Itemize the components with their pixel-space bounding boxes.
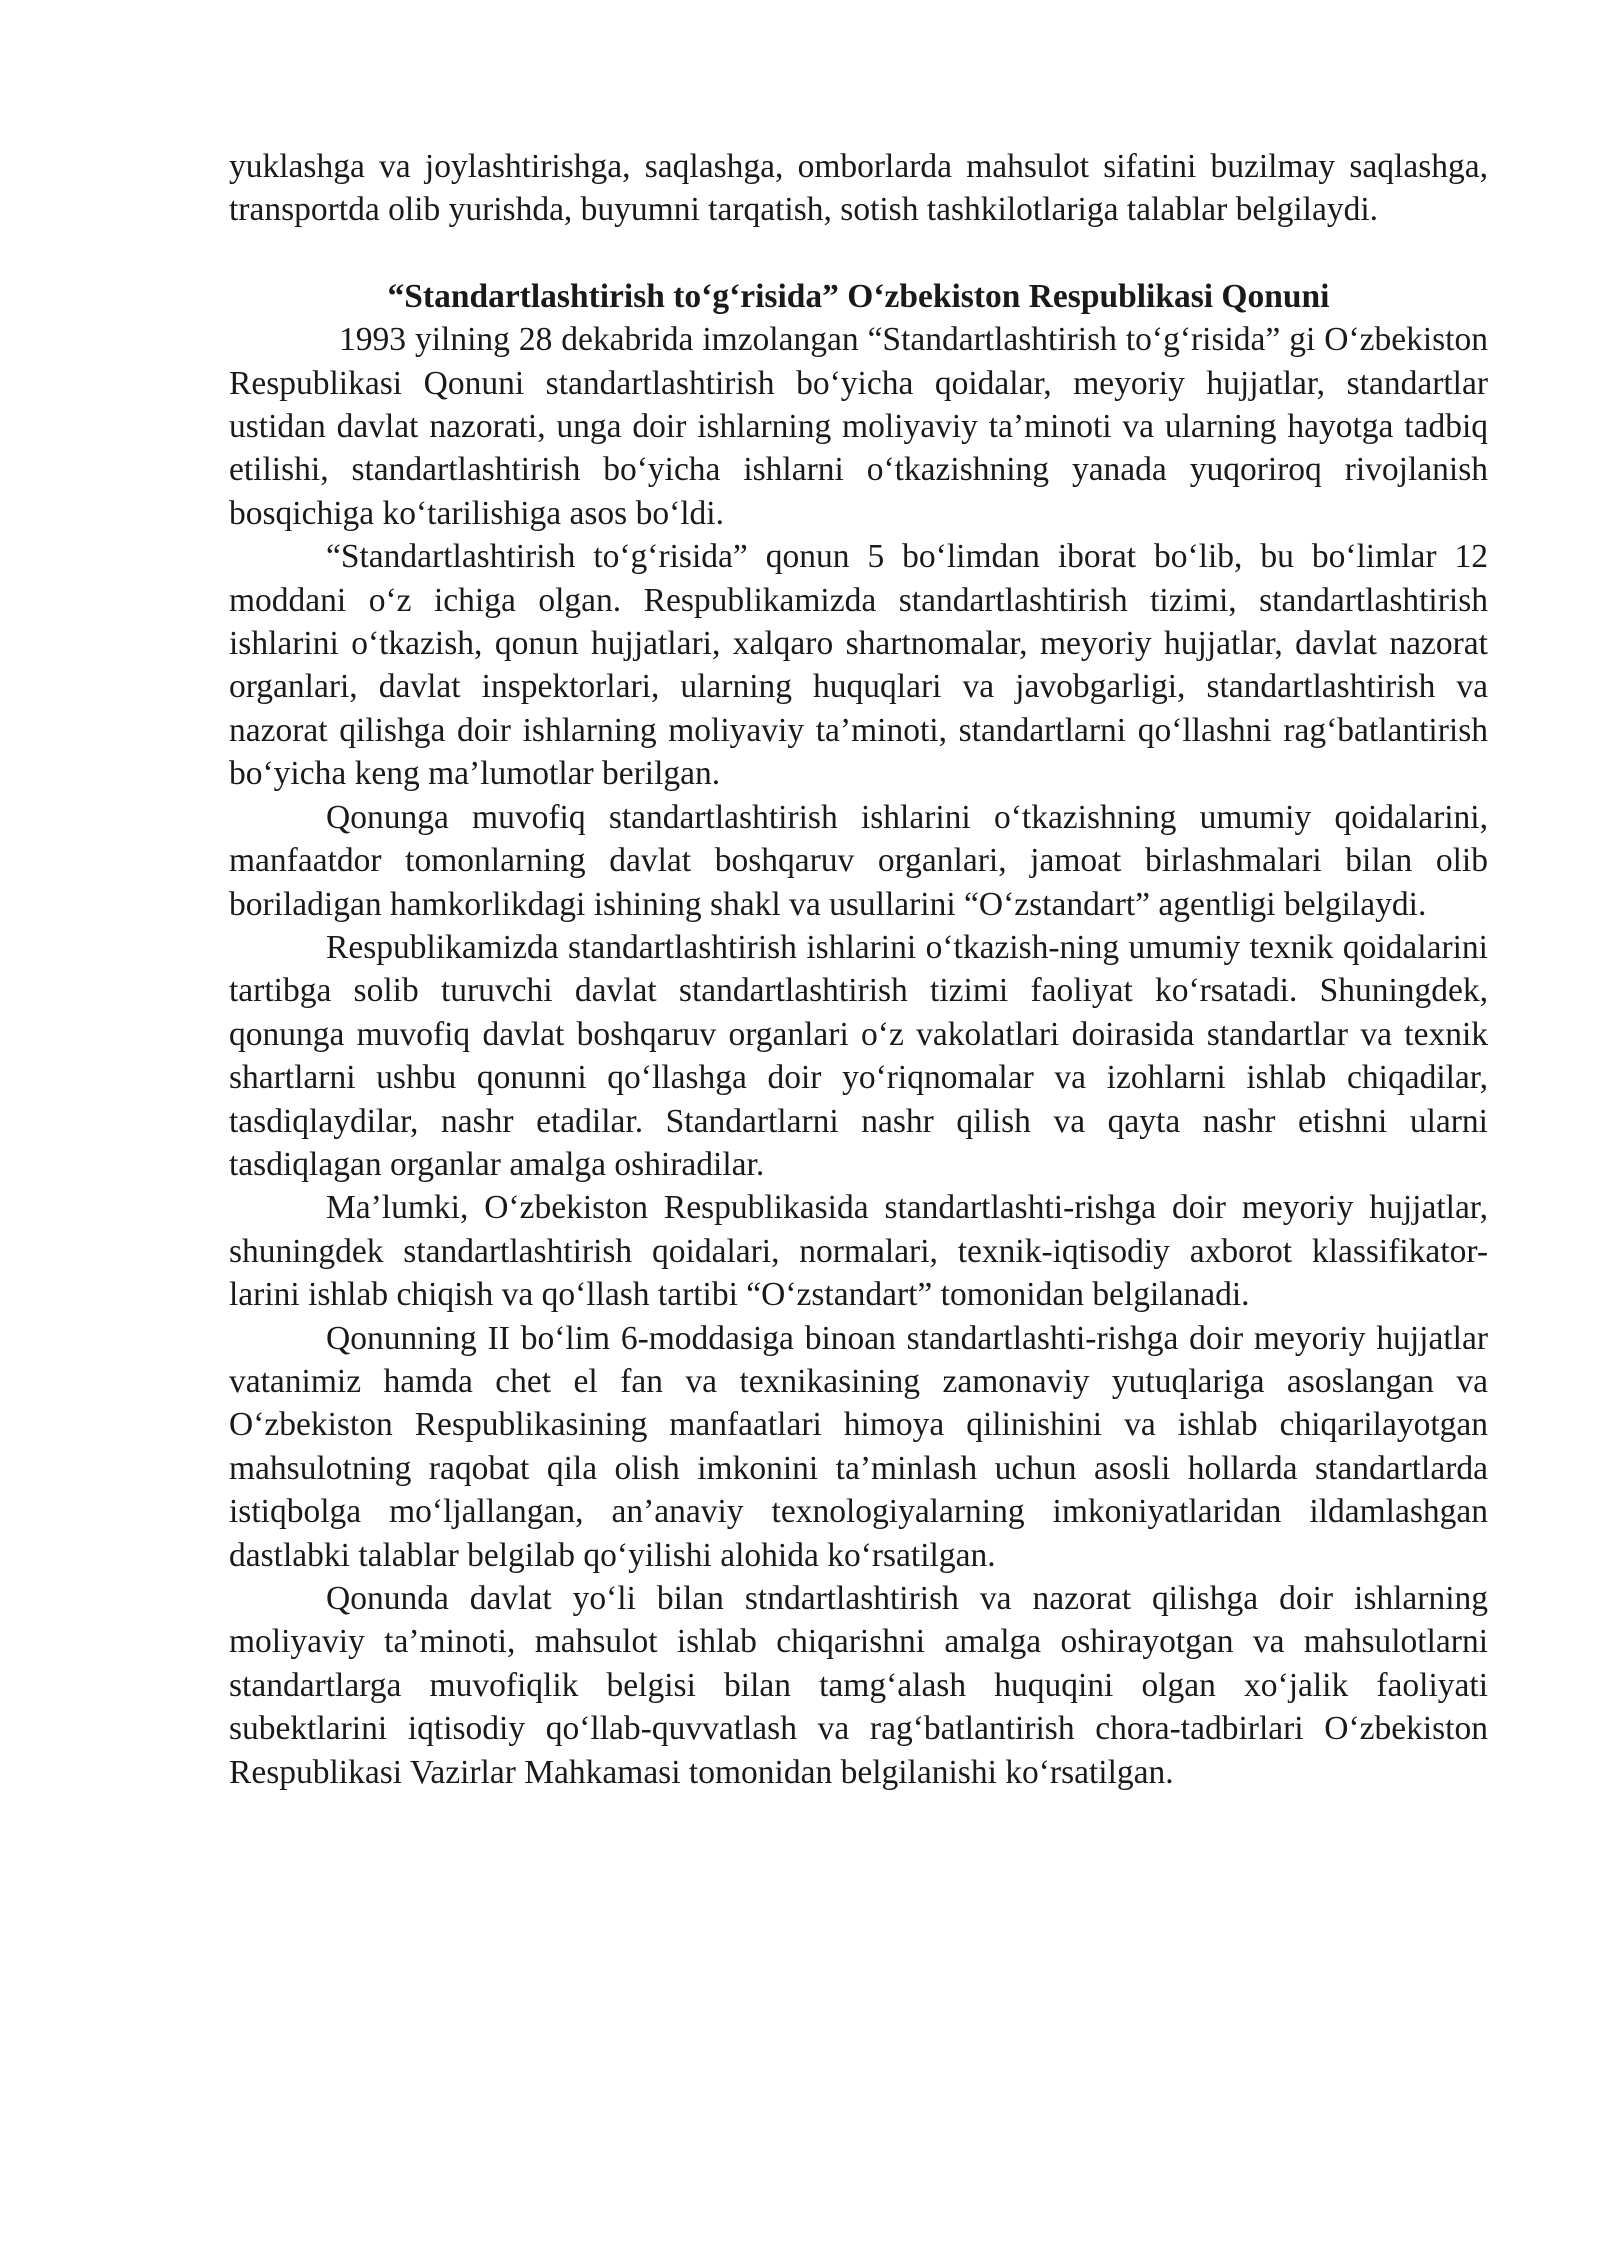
body-paragraph-7: Qonunda davlat yo‘li bilan stndartlashtirish va nazorat qilishga doir ishlarning moliyaviy ta’minoti, mahsulot ishlab chiqarishni amalga oshirayotgan va mahsulotlarni standartlarga muvofiqlik belgisi bilan tamg‘alash huquqini olgan xo‘jalik faoliyati subektlarini iqtisodiy qo‘llab-quvvatlash va rag‘batlantirish chora-tadbirlari O‘zbekiston Respublikasi Vazirlar Mahkamasi tomonidan belgilanishi ko‘rsatilgan. xyxy=(229,1580,1488,1791)
section-heading: “Standartlashtirish to‘g‘risida” O‘zbekiston Respublikasi Qonuni xyxy=(387,277,1330,315)
intro-paragraph: yuklashga va joylashtirishga, saqlashga, omborlarda mahsulot sifatini buzilmay saqlashga, transportda olib yurishda, buyumni tarqatish, sotish tashkilotlariga talablar belgilaydi. xyxy=(229,148,1488,229)
document-page xyxy=(229,145,1488,1794)
body-paragraph-4: Respublikamizda standartlashtirish ishlarini o‘tkazish-ning umumiy texnik qoidalarini tartibga solib turuvchi davlat standartlashtirish tizimi faoliyat ko‘rsatadi. Shuningdek, qonunga muvofiq davlat boshqaruv organlari o‘z vakolatlari doirasida standartlar va texnik shartlarni ushbu qonunni qo‘llashga doir yo‘riqnomalar va izohlarni ishlab chiqadilar, tasdiqlaydilar, nashr etadilar. Standartlarni nashr qilish va qayta nashr etishni ularni tasdiqlagan organlar amalga oshiradilar. xyxy=(229,928,1488,1183)
body-paragraph-3: Qonunga muvofiq standartlashtirish ishlarini o‘tkazishning umumiy qoidalarini, manfaatdor tomonlarning davlat boshqaruv organlari, jamoat birlashmalari bilan olib boriladigan hamkorlikdagi ishining shakl va usullarini “O‘zstandart” agentligi belgilaydi. xyxy=(229,798,1488,923)
body-paragraph-1: 1993 yilning 28 dekabrida imzolangan “Standartlashtirish to‘g‘risida” gi O‘zbekiston Respublikasi Qonuni standartlashtirish bo‘yicha qoidalar, meyoriy hujjatlar, standartlar ustidan davlat nazorati, unga doir ishlarning moliyaviy ta’minoti va ularning hayotga tadbiq etilishi, standartlashtirish bo‘yicha ishlarni o‘tkazishning yanada yuqoriroq rivojlanish bosqichiga ko‘tarilishiga asos bo‘ldi. xyxy=(229,321,1488,532)
body-paragraph-6: Qonunning II bo‘lim 6-moddasiga binoan standartlashti-rishga doir meyoriy hujjatlar vatanimiz hamda chet el fan va texnikasining zamonaviy yutuqlariga asoslangan va O‘zbekiston Respublikasining manfaatlari himoya qilinishini va ishlab chiqarilayotgan mahsulotning raqobat qila olish imkonini ta’minlash uchun asosli hollarda standartlarda istiqbolga mo‘ljallangan, an’anaviy texnologiyalarning imkoniyatlaridan ildamlashgan dastlabki talablar belgilab qo‘yilishi alohida ko‘rsatilgan. xyxy=(229,1319,1488,1574)
body-paragraph-2: “Standartlashtirish to‘g‘risida” qonun 5 bo‘limdan iborat bo‘lib, bu bo‘limlar 12 moddani o‘z ichiga olgan. Respublikamizda standartlashtirish tizimi, standartlashtirish ishlarini o‘tkazish, qonun hujjatlari, xalqaro shartnomalar, meyoriy hujjatlar, davlat nazorat organlari, davlat inspektorlari, ularning huquqlari va javobgarligi, standartlashtirish va nazorat qilishga doir ishlarning moliyaviy ta’minoti, standartlarni qo‘llashni rag‘batlantirish bo‘yicha keng ma’lumotlar berilgan. xyxy=(229,538,1488,793)
body-paragraph-5: Ma’lumki, O‘zbekiston Respublikasida standartlashti-rishga doir meyoriy hujjatlar, shuningdek standartlashtirish qoidalari, normalari, texnik-iqtisodiy axborot klassifikator-larini ishlab chiqish va qo‘llash tartibi “O‘zstandart” tomonidan belgilanadi. xyxy=(229,1189,1488,1314)
